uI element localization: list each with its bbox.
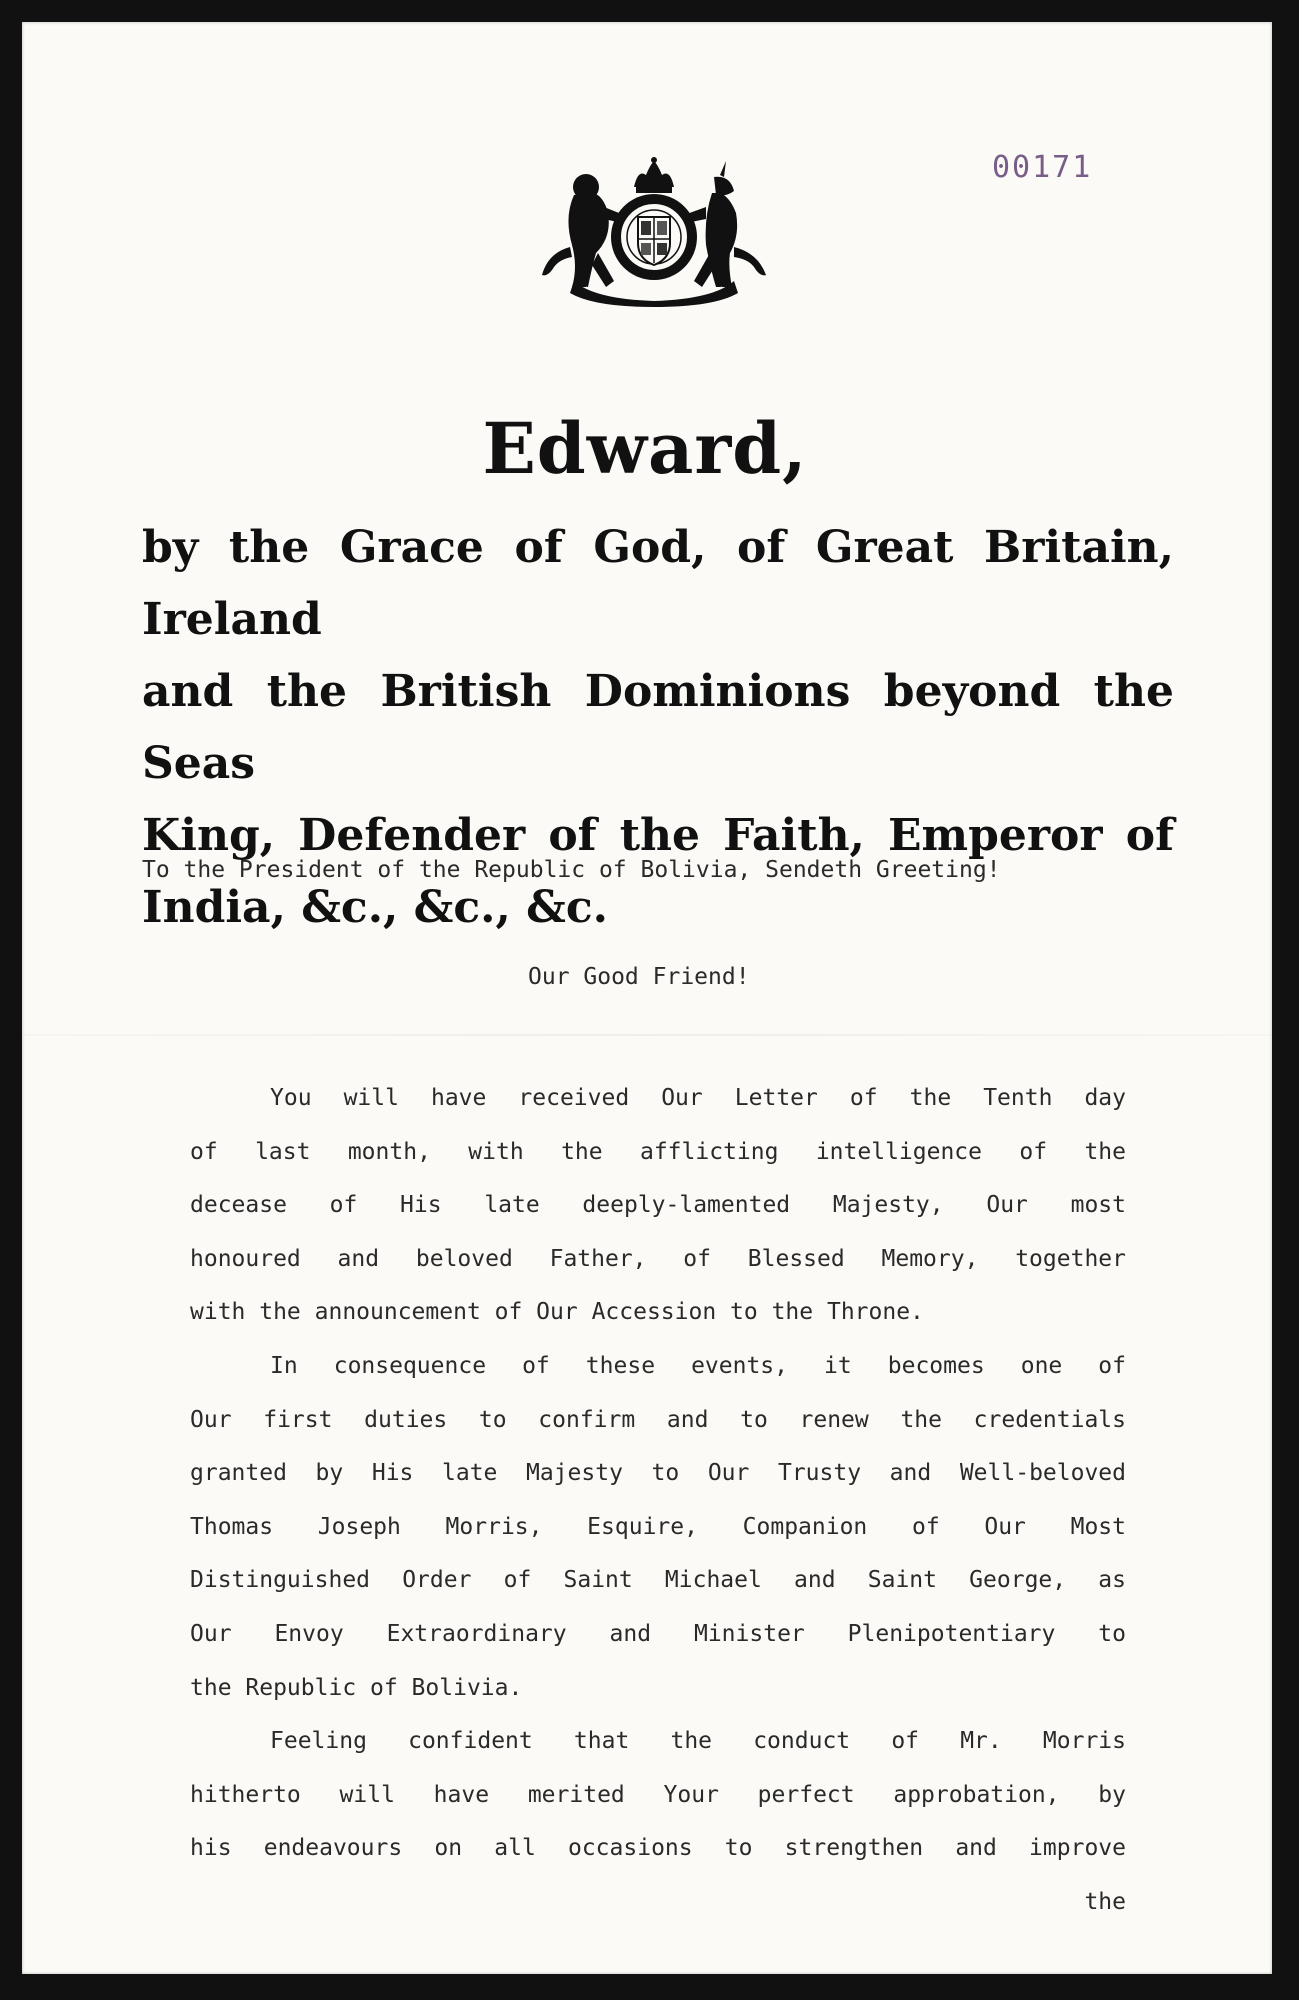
body-line: decease of His late deeply-lamented Majesty, Our most bbox=[190, 1192, 1126, 1219]
style-line: King, Defender of the Faith, Emperor of bbox=[142, 810, 1174, 861]
address-line: To the President of the Republic of Bolivia, Sendeth Greeting! bbox=[142, 857, 1001, 883]
body-line: the bbox=[1084, 1888, 1126, 1915]
letter-body bbox=[190, 1072, 1126, 1930]
body-line: Feeling confident that the conduct of Mr. Morris bbox=[270, 1728, 1126, 1755]
body-line: In consequence of these events, it becomes one of bbox=[270, 1352, 1126, 1379]
body-line: the Republic of Bolivia. bbox=[190, 1674, 523, 1701]
royal-coat-of-arms-icon bbox=[534, 157, 774, 307]
style-line: by the Grace of God, of Great Britain, Ireland bbox=[142, 522, 1174, 645]
body-line: Thomas Joseph Morris, Esquire, Companion of Our Most bbox=[190, 1513, 1126, 1540]
body-line: granted by His late Majesty to Our Trusty and Well-beloved bbox=[190, 1460, 1126, 1487]
body-line: Distinguished Order of Saint Michael and Saint George, as bbox=[190, 1567, 1126, 1594]
body-line: You will have received Our Letter of the Tenth day bbox=[270, 1085, 1126, 1111]
body-line: Our first duties to confirm and to renew the credentials bbox=[190, 1406, 1126, 1433]
sovereign-name: Edward, bbox=[482, 407, 808, 490]
body-line: Our Envoy Extraordinary and Minister Plenipotentiary to bbox=[190, 1620, 1126, 1647]
body-line: honoured and beloved Father, of Blessed Memory, together bbox=[190, 1245, 1126, 1272]
body-line: hitherto will have merited Your perfect approbation, by bbox=[190, 1781, 1126, 1808]
salutation: Our Good Friend! bbox=[528, 964, 750, 990]
serial-number: 00171 bbox=[992, 150, 1093, 185]
body-line: with the announcement of Our Accession to the Throne. bbox=[190, 1299, 924, 1326]
style-line: India, &c., &c., &c. bbox=[142, 882, 608, 933]
letter-page bbox=[22, 22, 1272, 1974]
body-line: his endeavours on all occasions to strengthen and improve bbox=[190, 1835, 1126, 1862]
paper-fold-line bbox=[22, 1034, 1272, 1036]
body-line: of last month, with the afflicting intelligence of the bbox=[190, 1138, 1126, 1165]
style-line: and the British Dominions beyond the Seas bbox=[142, 666, 1174, 789]
